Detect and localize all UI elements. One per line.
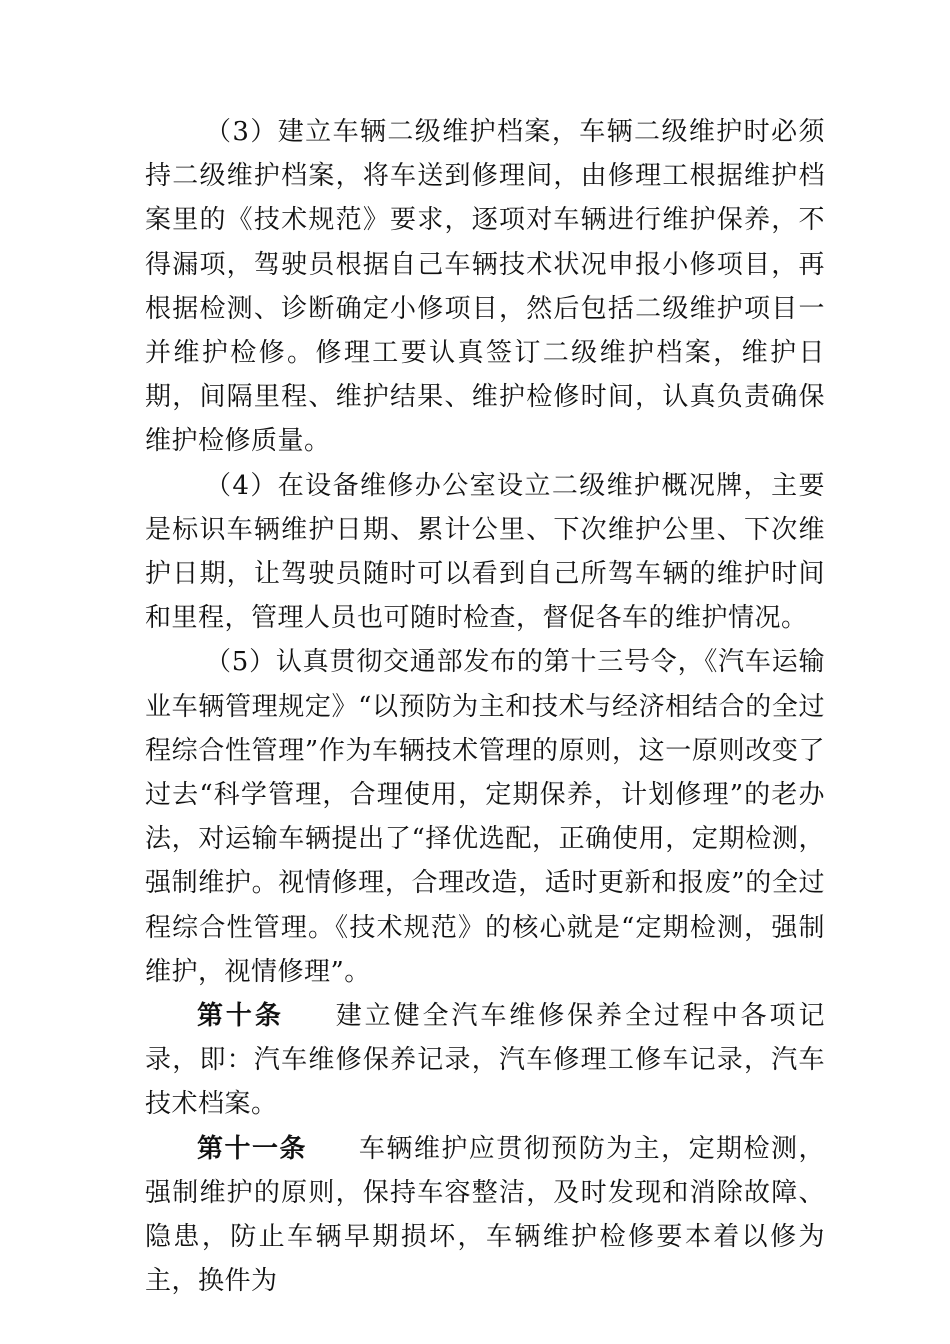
paragraph-item-5: （5）认真贯彻交通部发布的第十三号令，《汽车运输业车辆管理规定》“以预防为主和技术与经济相结合的全过程综合性管理”作为车辆技术管理的原则，这一原则改变了过去“科学管理，合理使用，定期保养，计划修理”的老办法，对运输车辆提出了“择优选配，正确使用，定期检测，强制维护。视情修理，合理改造，适时更新和报废”的全过程综合性管理。《技术规范》的核心就是“定期检测，强制维护，视情修理”。 (145, 647, 825, 987)
clause-11 (145, 1127, 825, 1304)
clause-11-text: 车辆维护应贯彻预防为主，定期检测，强制维护的原则，保持车容整洁，及时发现和消除故障、隐患，防止车辆早期损坏，车辆维护检修要本着以修为主，换件为 (145, 1133, 825, 1297)
paragraph-item-4: （4）在设备维修办公室设立二级维护概况牌，主要是标识车辆维护日期、累计公里、下次维护公里、下次维护日期，让驾驶员随时可以看到自己所驾车辆的维护时间和里程，管理人员也可随时检查，督促各车的维护情况。 (145, 470, 825, 634)
clause-10-text: 建立健全汽车维修保养全过程中各项记录，即：汽车维修保养记录，汽车修理工修车记录，汽车技术档案。 (145, 1001, 825, 1120)
paragraph-item-3: （3）建立车辆二级维护档案，车辆二级维护时必须持二级维护档案，将车送到修理间，由修理工根据维护档案里的《技术规范》要求，逐项对车辆进行维护保养，不得漏项，驾驶员根据自己车辆技术状况申报小修项目，再根据检测、诊断确定小修项目，然后包括二级维护项目一并维护检修。修理工要认真签订二级维护档案，维护日期，间隔里程、维护结果、维护检修时间，认真负责确保维护检修质量。 (145, 117, 825, 457)
clause-10 (145, 994, 825, 1127)
document-body (145, 110, 825, 1303)
clause-11-label: 第十一条 (197, 1133, 307, 1164)
clause-10-label: 第十条 (197, 1001, 284, 1032)
